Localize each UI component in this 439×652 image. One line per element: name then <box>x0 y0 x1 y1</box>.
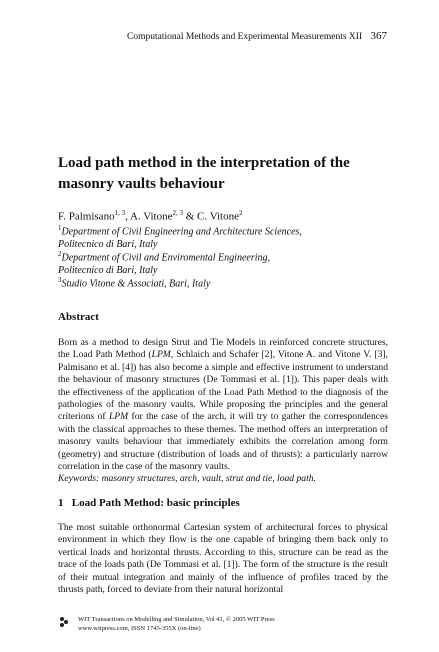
keywords: Keywords: masonry structures, arch, vault, strut and tie, load path. <box>58 473 316 485</box>
author-1-sup: 1, 3 <box>114 209 126 217</box>
affiliation-2 <box>58 248 388 277</box>
abstract-text-3: for the case of the arch, it will try to gather the correspondences with the classical approaches to these themes. The method offers an interpretation of masonry vaults behaviour that immediately exhibits the correlation among form (geometry) and structure (distribution of loads and of thrusts): a particularly narrow correlation in the case of the masonry vaults. <box>58 411 388 473</box>
author-2-sup: 2, 3 <box>172 209 183 217</box>
author-3: & C. Vitone <box>183 210 239 223</box>
abstract-body <box>58 337 388 486</box>
section-1-title: Load Path Method: basic principles <box>71 497 240 509</box>
affiliation-1 <box>58 222 388 251</box>
affiliation-1-line1: Department of Civil Engineering and Architecture Sciences, <box>61 226 302 238</box>
affiliation-2-line2: Politecnico di Bari, Italy <box>58 265 158 277</box>
footer-line-1: WIT Transactions on Modelling and Simulation, Vol 41, © 2005 WIT Press <box>78 616 275 623</box>
paper-title: Load path method in the interpretation of the masonry vaults behaviour <box>58 155 350 192</box>
author-3-sup: 2 <box>238 209 243 217</box>
abstract-heading: Abstract <box>58 311 99 323</box>
abstract-text-2: , Schlaich and Schafer [2], Vitone A. and Vitone V. [3], Palmisano et al. [4]) has also become a simple and effective instrument to understand the behaviour of masonry structures (De Tommasi et al. [1]). This paper deals with the effectiveness of the application of the Load Path Method to the diagnosis of the pathologies of the masonry vaults. While proposing the principles and the general criterions of <box>58 349 389 423</box>
abstract-text-1: Born as a method to design Strut and Tie Models in reinforced concrete structures, the Load Path Method ( <box>58 337 388 361</box>
affiliation-3 <box>58 274 388 290</box>
author-1: F. Palmisano <box>58 210 115 223</box>
affiliation-1-line2: Politecnico di Bari, Italy <box>58 239 158 251</box>
author-2: , A. Vitone <box>125 210 173 223</box>
section-1-number: 1 <box>58 497 64 509</box>
abstract-lpm-1: LPM <box>151 349 171 361</box>
section-1-body: The most suitable orthonormal Cartesian system of architectural forces to physical environment in which they flow is the one capable of bringing them back only to vertical loads and horizontal thrusts. According to this, structure can be read as the trace of the loads path (De Tommasi et al. [1]). The form of the structure is the result of their mutual integration and mainly of the influence of profiles traced by the thrusts path, forced to deviate from their natural horizontal <box>58 522 388 596</box>
section-1-heading <box>58 497 240 509</box>
affiliation-2-line1: Department of Civil and Enviromental Engineering, <box>61 252 270 264</box>
footer-line-2: www.witpress.com, ISSN 1743-355X (on-line) <box>78 625 201 632</box>
page-number: 367 <box>370 30 387 42</box>
affiliation-3-line1: Studio Vitone & Associati, Bari, Italy <box>61 278 211 290</box>
footer <box>58 615 388 633</box>
affiliation-2-sup: 2 <box>58 250 62 258</box>
affiliation-3-sup: 3 <box>58 276 62 284</box>
journal-name: Computational Methods and Experimental Measurements XII <box>127 32 363 42</box>
abstract-lpm-2: LPM <box>108 411 129 423</box>
running-head <box>0 30 387 42</box>
affiliation-1-sup: 1 <box>58 224 62 232</box>
